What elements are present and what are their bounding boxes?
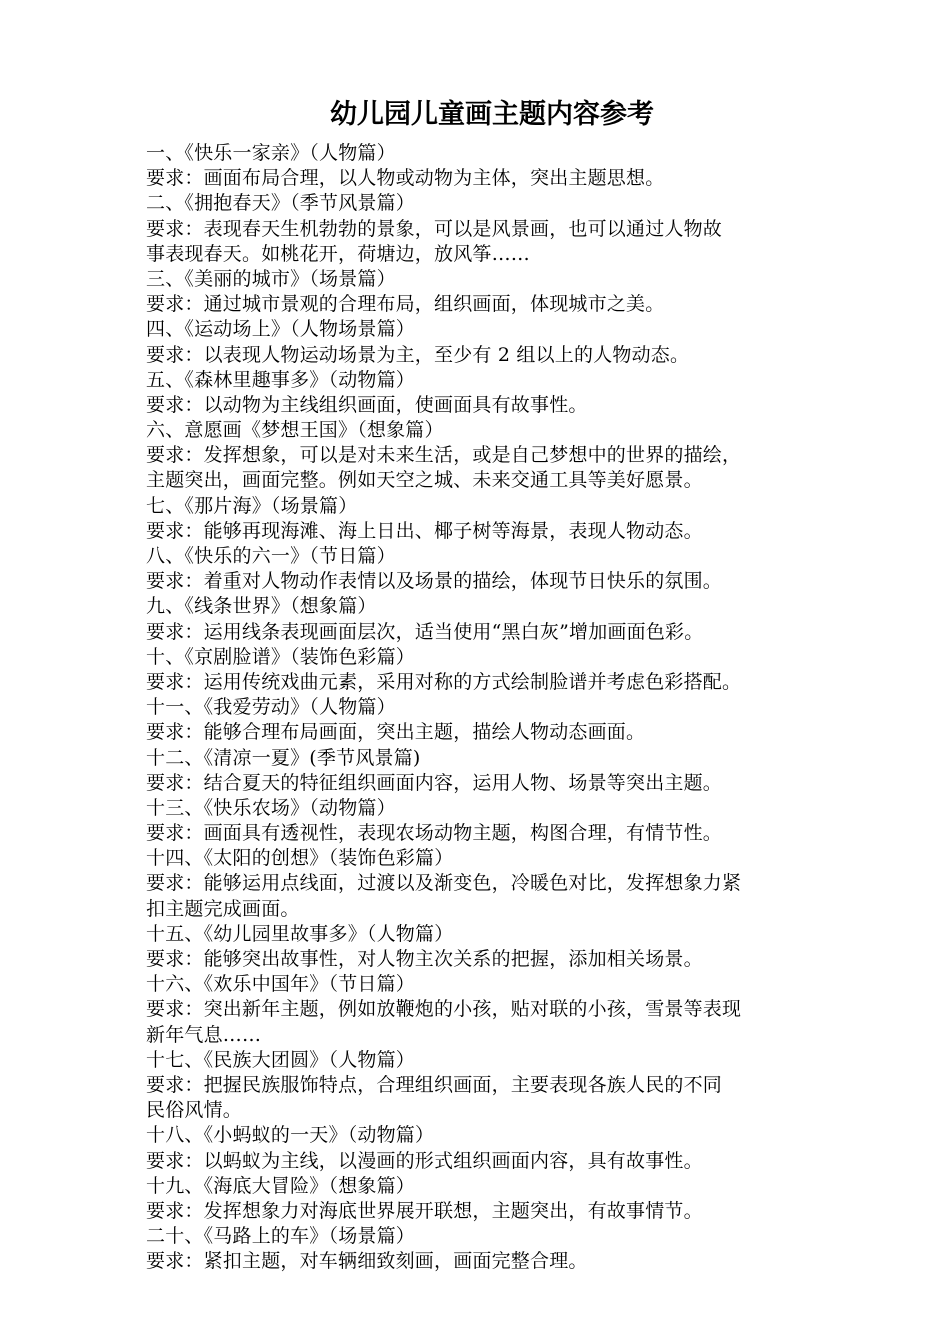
topic-heading: 十七、《民族大团圆》（人物篇） [146, 1048, 416, 1071]
topic-heading: 九、《线条世界》（想象篇） [146, 595, 377, 618]
topic-heading: 二、《拥抱春天》（季节风景篇） [146, 192, 416, 215]
topic-heading: 十三、《快乐农场》（动物篇） [146, 796, 396, 819]
continuation-line: 新年气息…… [146, 1023, 262, 1046]
topic-heading: 十四、《太阳的创想》（装饰色彩篇） [146, 847, 454, 870]
requirement-line: 要求：表现春天生机勃勃的景象，可以是风景画，也可以通过人物故 [146, 217, 723, 240]
requirement-line: 要求：运用线条表现画面层次，适当使用“黑白灰”增加画面色彩。 [146, 620, 704, 643]
topic-heading: 十五、《幼儿园里故事多》（人物篇） [146, 922, 454, 945]
document-title: 幼儿园儿童画主题内容参考 [330, 99, 654, 130]
topic-heading: 六、意愿画《梦想王国》（想象篇） [146, 419, 444, 442]
requirement-line: 要求：紧扣主题，对车辆细致刻画，画面完整合理。 [146, 1250, 588, 1273]
requirement-line: 要求：着重对人物动作表情以及场景的描绘，体现节日快乐的氛围。 [146, 570, 723, 593]
requirement-line: 要求：发挥想象力对海底世界展开联想，主题突出，有故事情节。 [146, 1199, 703, 1222]
topic-heading: 七、《那片海》（场景篇） [146, 494, 358, 517]
topic-heading: 十二、《清凉一夏》(季节风景篇) [146, 746, 421, 769]
requirement-line: 要求：能够合理布局画面，突出主题，描绘人物动态画面。 [146, 721, 646, 744]
requirement-line: 要求：以动物为主线组织画面，使画面具有故事性。 [146, 393, 588, 416]
topic-heading: 五、《森林里趣事多》（动物篇） [146, 368, 416, 391]
topic-heading: 二十、《马路上的车》（场景篇） [146, 1225, 416, 1248]
topic-heading: 十六、《欢乐中国年》（节日篇） [146, 973, 416, 996]
requirement-line: 要求：以蚂蚁为主线，以漫画的形式组织画面内容，具有故事性。 [146, 1149, 703, 1172]
requirement-line: 要求：通过城市景观的合理布局，组织画面，体现城市之美。 [146, 293, 665, 316]
topic-heading: 一、《快乐一家亲》（人物篇） [146, 142, 396, 164]
continuation-line: 扣主题完成画面。 [146, 897, 300, 920]
document-page [146, 95, 826, 1274]
topic-heading: 四、《运动场上》（人物场景篇） [146, 318, 416, 341]
requirement-line: 要求：把握民族服饰特点，合理组织画面，主要表现各族人民的不同 [146, 1073, 723, 1096]
continuation-line: 事表现春天。如桃花开，荷塘边，放风筝…… [146, 242, 531, 265]
requirement-line: 要求：运用传统戏曲元素，采用对称的方式绘制脸谱并考虑色彩搭配。 [146, 670, 742, 693]
requirement-line: 要求：画面布局合理，以人物或动物为主体，突出主题思想。 [146, 167, 665, 190]
topic-heading: 十九、《海底大冒险》（想象篇） [146, 1174, 416, 1197]
topic-heading: 三、《美丽的城市》（场景篇） [146, 267, 396, 290]
requirement-line: 要求：能够运用点线面，过渡以及渐变色，冷暖色对比，发挥想象力紧 [146, 872, 742, 895]
continuation-line: 民俗风情。 [146, 1099, 243, 1122]
topic-heading: 八、《快乐的六一》（节日篇） [146, 545, 396, 567]
topic-heading: 主题突出，画面完整。例如天空之城、未来交通工具等美好愿景。 [146, 469, 703, 492]
topic-heading: 十一、《我爱劳动》（人物篇） [146, 696, 396, 719]
requirement-line: 要求：发挥想象，可以是对未来生活，或是自己梦想中的世界的描绘， [146, 444, 742, 467]
topic-heading: 十、《京剧脸谱》（装饰色彩篇） [146, 645, 416, 668]
topic-heading: 十八、《小蚂蚁的一天》（动物篇） [146, 1124, 435, 1147]
requirement-line: 要求：能够突出故事性，对人物主次关系的把握，添加相关场景。 [146, 948, 703, 970]
requirement-line: 要求：结合夏天的特征组织画面内容，运用人物、场景等突出主题。 [146, 771, 723, 794]
requirement-line: 要求：画面具有透视性，表现农场动物主题，构图合理，有情节性。 [146, 822, 723, 845]
document-body [146, 141, 826, 1274]
requirement-line: 要求：突出新年主题，例如放鞭炮的小孩，贴对联的小孩，雪景等表现 [146, 998, 742, 1021]
requirement-line: 要求：能够再现海滩、海上日出、椰子树等海景，表现人物动态。 [146, 519, 703, 542]
requirement-line: 要求：以表现人物运动场景为主，至少有 2 组以上的人物动态。 [146, 343, 690, 366]
